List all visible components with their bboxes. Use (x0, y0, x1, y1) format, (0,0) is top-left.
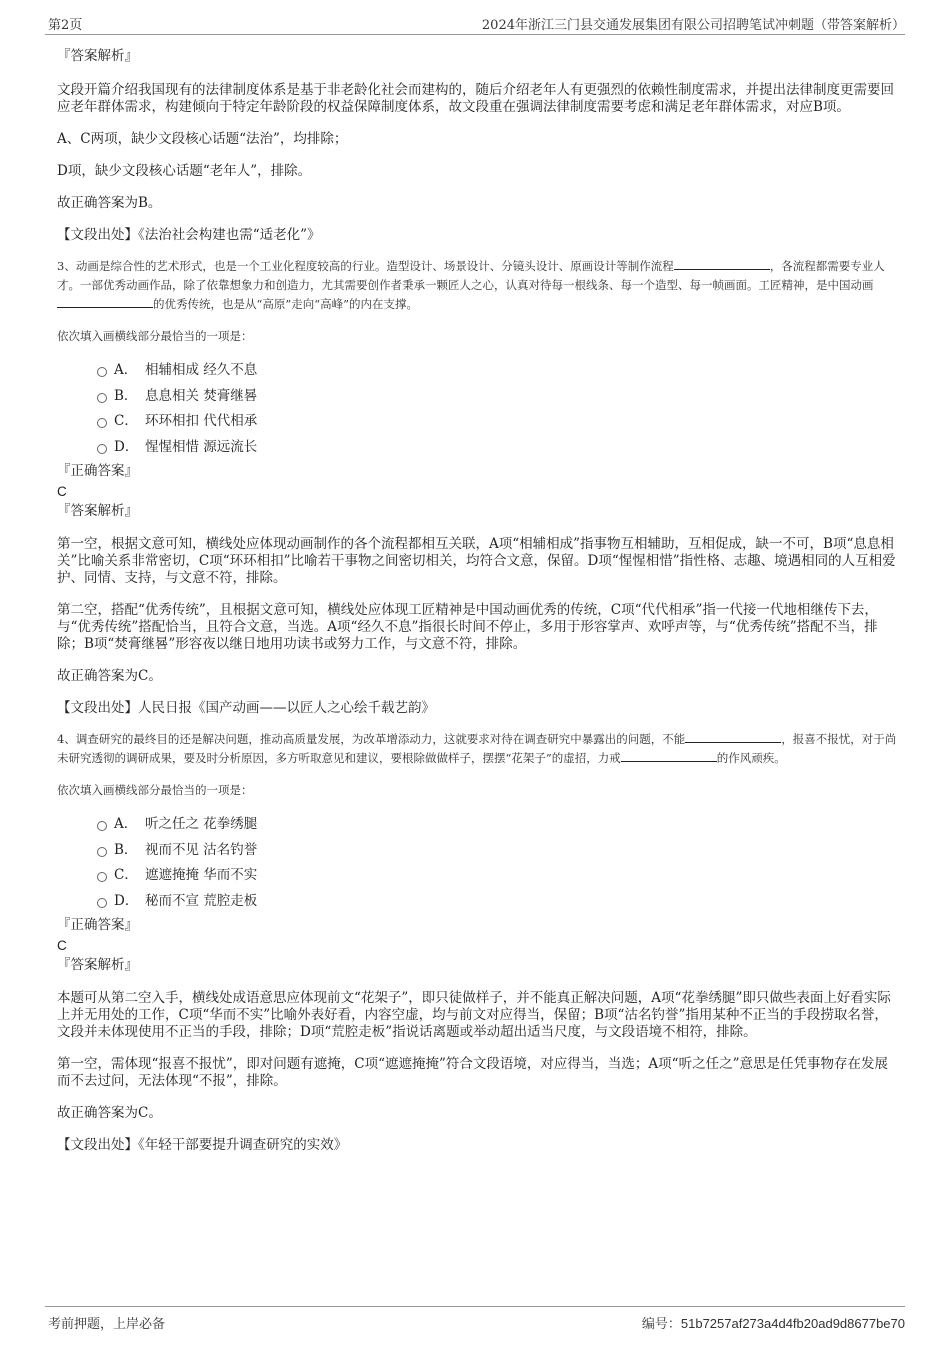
q3-options (57, 358, 897, 460)
q4-stem (57, 730, 897, 768)
q2-analysis-p2: A、C两项，缺少文段核心话题“法治”，均排除； (57, 131, 348, 147)
q4-option-a[interactable]: A． 听之任之 花拳绣腿 (57, 812, 897, 838)
q4-source: 【文段出处】《年轻干部要提升调查研究的实效》 (57, 1137, 348, 1153)
radio-button[interactable] (97, 898, 107, 908)
q4-blank-2 (621, 749, 717, 762)
q2-analysis-p4: 故正确答案为B。 (57, 195, 162, 211)
page-footer (45, 1306, 905, 1332)
radio-button[interactable] (97, 393, 107, 403)
q3-prompt: 依次填入画横线部分最恰当的一项是： (57, 329, 253, 343)
q4-analysis-p1: 本题可从第二空入手，横线处成语意思应体现前文“花架子”，即只徒做样子，并不能真正解决问题，A项“花拳绣腿”即只做些表面上好看实际上并无用处的工作，C项“华而不实”比喻外表好看，内容空虚，均与前文对应得当，保留；B项“沽名钓誉”指用某种不正当的手段捞取名誉，文段并未体现使用不正当的手段，排除；D项“荒腔走板”指说话离题或举动超出适当尺度，与文段语境不相符，排除。 (57, 990, 891, 1040)
footer-slogan: 考前押题，上岸必备 (48, 1317, 166, 1332)
q3-option-c[interactable]: C． 环环相扣 代代相承 (57, 409, 897, 435)
q3-stem-part-c: 的优秀传统，也是从“高原”走向“高峰”的内在支撑。 (153, 297, 419, 311)
page-header (45, 12, 905, 35)
page-number: 第2页 (48, 18, 83, 33)
q3-option-d[interactable]: D． 惺惺相惜 源远流长 (57, 435, 897, 461)
q4-options (57, 812, 897, 914)
q3-analysis-label: 『答案解析』 (57, 503, 138, 519)
q3-stem-part-a: 3、动画是综合性的艺术形式，也是一个工业化程度较高的行业。造型设计、场景设计、分镜头设计、原画设计等制作流程 (57, 259, 674, 273)
q4-blank-1 (685, 730, 781, 743)
q4-answer: C (57, 938, 67, 953)
q4-answer-label: 『正确答案』 (57, 917, 138, 933)
q3-source: 【文段出处】人民日报《国产动画——以匠人之心绘千载艺韵》 (57, 700, 435, 716)
q3-option-a[interactable]: A． 相辅相成 经久不息 (57, 358, 897, 384)
footer-id-code: 51b7257af273a4d4fb20ad9d8677be70 (680, 1316, 905, 1331)
q2-source: 【文段出处】《法治社会构建也需“适老化”》 (57, 227, 321, 243)
radio-button[interactable] (97, 821, 107, 831)
page-content (57, 44, 897, 1154)
q3-blank-2 (57, 295, 153, 308)
q4-analysis-label: 『答案解析』 (57, 957, 138, 973)
radio-button[interactable] (97, 418, 107, 428)
q3-analysis-p2: 第二空，搭配“优秀传统”，且根据文意可知，横线处应体现工匠精神是中国动画优秀的传统，C项“代代相承”指一代接一代地相继传下去，与“优秀传统”搭配恰当，且符合文意，当选。A项“经久不息”指很长时间不停止，多用于形容掌声、欢呼声等，与“优秀传统”搭配不当，排除；B项“焚膏继晷”形容夜以继日地用功读书或努力工作，与文意不符，排除。 (57, 602, 878, 652)
footer-id-label: 编号： (641, 1317, 681, 1332)
q2-analysis-label: 『答案解析』 (57, 48, 138, 64)
q4-option-b[interactable]: B． 视而不见 沽名钓誉 (57, 838, 897, 864)
radio-button[interactable] (97, 872, 107, 882)
q4-analysis-p3: 故正确答案为C。 (57, 1105, 162, 1121)
q3-stem (57, 257, 897, 314)
radio-button[interactable] (97, 367, 107, 377)
q4-analysis-p2: 第一空，需体现“报喜不报忧”，即对问题有遮掩，C项“遮遮掩掩”符合文段语境，对应得当，当选；A项“听之任之”意思是任凭事物存在发展而不去过问，无法体现“不报”，排除。 (57, 1056, 888, 1089)
radio-button[interactable] (97, 444, 107, 454)
q3-answer-label: 『正确答案』 (57, 463, 138, 479)
q3-blank-1 (674, 257, 770, 270)
q3-answer: C (57, 484, 67, 499)
q4-stem-part-a: 4、调查研究的最终目的还是解决问题，推动高质量发展，为改革增添动力，这就要求对待在调查研究中暴露出的问题，不能 (57, 732, 686, 746)
document-title: 2024年浙江三门县交通发展集团有限公司招聘笔试冲刺题（带答案解析） (481, 18, 905, 33)
q3-analysis-p3: 故正确答案为C。 (57, 668, 162, 684)
q2-analysis-p1: 文段开篇介绍我国现有的法律制度体系是基于非老龄化社会而建构的，随后介绍老年人有更强烈的依赖性制度需求，并提出法律制度更需要回应老年群体需求，构建倾向于特定年龄阶段的权益保障制度体系，故文段重在强调法律制度需要考虑和满足老年群体需求，对应B项。 (57, 82, 894, 115)
radio-button[interactable] (97, 847, 107, 857)
footer-id (642, 1313, 905, 1332)
q3-option-b[interactable]: B． 息息相关 焚膏继晷 (57, 384, 897, 410)
q4-stem-part-b: ，报喜不报忧，对于尚未研究透彻的调研成果，要及时分析原因，多方听取意见和建议，要根除做做样子，摆摆“花架子”的虚招，力戒 (57, 732, 897, 765)
q3-analysis-p1: 第一空，根据文意可知，横线处应体现动画制作的各个流程都相互关联，A项“相辅相成”指事物互相辅助，互相促成，缺一不可，B项“息息相关”比喻关系非常密切，C项“环环相扣”比喻若干事物之间密切相关，均符合文意，保留。D项“惺惺相惜”指性格、志趣、境遇相同的人互相爱护、同情、支持，与文意不符，排除。 (57, 536, 896, 586)
q2-analysis-p3: D项，缺少文段核心话题“老年人”，排除。 (57, 163, 312, 179)
q4-option-d[interactable]: D． 秘而不宣 荒腔走板 (57, 889, 897, 915)
q4-option-c[interactable]: C． 遮遮掩掩 华而不实 (57, 863, 897, 889)
q4-prompt: 依次填入画横线部分最恰当的一项是： (57, 783, 253, 797)
q4-stem-part-c: 的作风顽疾。 (716, 751, 786, 765)
q3-stem-part-b: ，各流程都需要专业人才。一部优秀动画作品，除了依靠想象力和创造力，尤其需要创作者秉承一颗匠人之心，认真对待每一根线条、每一个造型、每一帧画面。工匠精神，是中国动画 (57, 259, 885, 292)
